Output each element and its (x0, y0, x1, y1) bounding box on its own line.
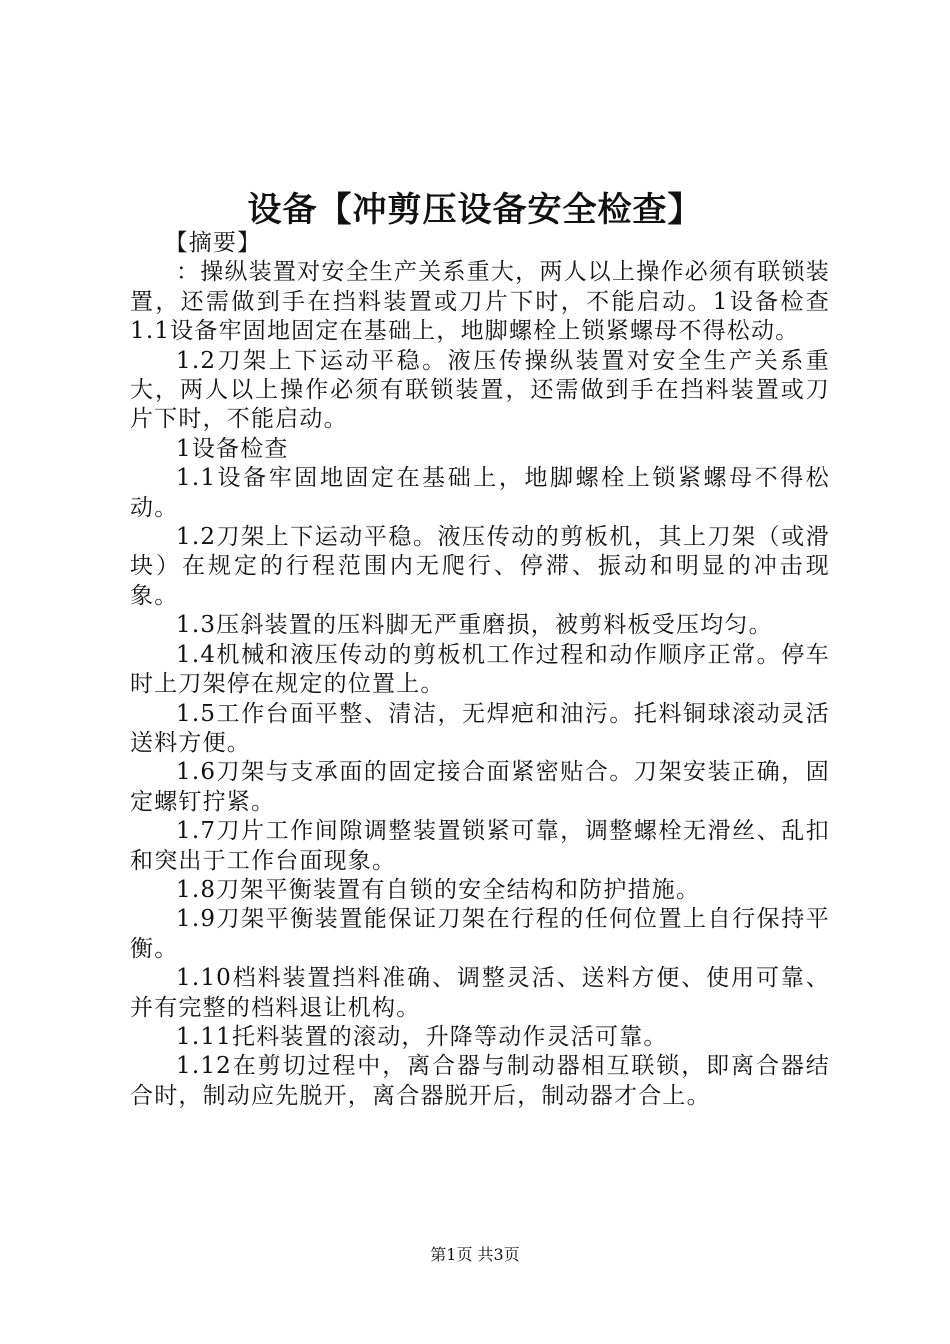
page-footer: 第1页 共3页 (430, 1245, 520, 1264)
paragraph-1-9: 1.9刀架平衡装置能保证刀架在行程的任何位置上自行保持平衡。 (130, 906, 830, 962)
paragraph-1-2: 1.2刀架上下运动平稳。液压传动的剪板机，其上刀架（或滑块）在规定的行程范围内无爬行、停滞、振动和明显的冲击现象。 (130, 524, 830, 609)
paragraph-1-12: 1.12在剪切过程中，离合器与制动器相互联锁，即离合器结合时，制动应先脱开，离合器脱开后，制动器才合上。 (130, 1053, 830, 1109)
paragraph-1-10: 1.10档料装置挡料准确、调整灵活、送料方便、使用可靠、并有完整的档料退让机构。 (130, 965, 830, 1021)
paragraph-1-5: 1.5工作台面平整、清洁，无焊疤和油污。托料铜球滚动灵活送料方便。 (130, 700, 830, 756)
paragraph-1-1: 1.1设备牢固地固定在基础上，地脚螺栓上锁紧螺母不得松动。 (130, 465, 830, 521)
paragraph-1-7: 1.7刀片工作间隙调整装置锁紧可靠，调整螺栓无滑丝、乱扣和突出于工作台面现象。 (130, 818, 830, 874)
paragraph-1-3: 1.3压斜装置的压料脚无严重磨损，被剪料板受压均匀。 (176, 612, 773, 639)
document-body (130, 229, 830, 1111)
page-title: 设备【冲剪压设备安全检查】 (247, 190, 703, 230)
paragraph-1-2-summary: 1.2刀架上下运动平稳。液压传操纵装置对安全生产关系重大，两人以上操作必须有联锁装置，还需做到手在挡料装置或刀片下时，不能启动。 (130, 347, 830, 433)
paragraph-1-8: 1.8刀架平衡装置有自锁的安全结构和防护措施。 (176, 876, 701, 903)
paragraph-abstract: ：操纵装置对安全生产关系重大，两人以上操作必须有联锁装置，还需做到手在挡料装置或刀片下时，不能启动。1设备检查1.1设备牢固地固定在基础上，地脚螺栓上锁紧螺母不得松动。 (130, 259, 830, 345)
paragraph-1-11: 1.11托料装置的滚动，升降等动作灵活可靠。 (176, 1023, 668, 1050)
abstract-label: 【摘要】 (164, 230, 262, 256)
section-heading-equipment-check: 1设备检查 (176, 435, 289, 462)
paragraph-1-4: 1.4机械和液压传动的剪板机工作过程和动作顺序正常。停车时上刀架停在规定的位置上。 (130, 641, 830, 698)
paragraph-1-6: 1.6刀架与支承面的固定接合面紧密贴合。刀架安装正确，固定螺钉拧紧。 (130, 759, 830, 815)
